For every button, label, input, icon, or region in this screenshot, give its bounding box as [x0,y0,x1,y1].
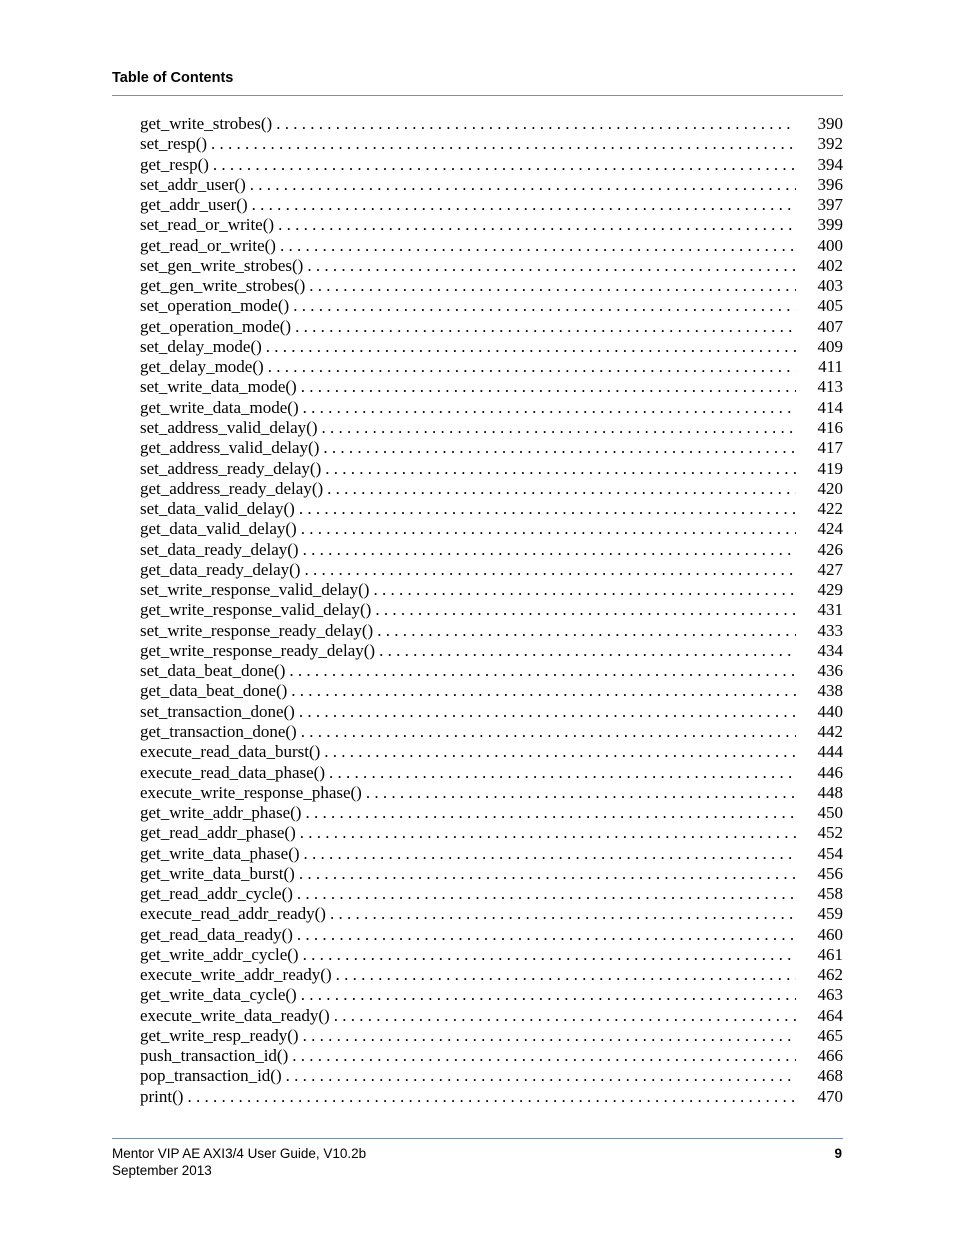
toc-entry-label: get_address_valid_delay() [140,438,320,458]
toc-entry-page: 461 [817,944,843,964]
toc-entry-label: get_write_data_phase() [140,843,300,863]
toc-entry-page: 422 [817,499,843,519]
toc-leader-dots [301,519,796,539]
toc-leader-dots [366,783,796,803]
toc-entry-label: get_address_ready_delay() [140,478,324,498]
toc-leader-dots [304,560,796,580]
toc-entry-label: set_write_response_valid_delay() [140,580,370,600]
toc-entry[interactable] [140,783,843,803]
toc-entry[interactable] [140,1066,843,1086]
toc-leader-dots [309,276,796,296]
toc-entry[interactable] [140,317,843,337]
footer-rule [112,1138,843,1139]
toc-entry-label: get_data_ready_delay() [140,559,301,579]
toc-entry[interactable] [140,134,843,154]
toc-leader-dots [300,823,796,843]
toc-entry[interactable] [140,236,843,256]
toc-entry-label: execute_read_data_burst() [140,742,321,762]
toc-entry[interactable] [140,722,843,742]
toc-entry-label: get_write_addr_cycle() [140,944,299,964]
toc-entry[interactable] [140,742,843,762]
toc-entry[interactable] [140,702,843,722]
toc-entry[interactable] [140,560,843,580]
toc-entry[interactable] [140,945,843,965]
toc-entry-label: set_delay_mode() [140,336,262,356]
toc-entry[interactable] [140,763,843,783]
toc-entry[interactable] [140,1087,843,1107]
toc-leader-dots [303,945,796,965]
toc-entry-page: 436 [817,661,843,681]
footer-date: September 2013 [112,1163,212,1178]
toc-entry[interactable] [140,357,843,377]
toc-entry-page: 396 [817,174,843,194]
toc-entry[interactable] [140,459,843,479]
toc-entry-label: push_transaction_id() [140,1046,289,1066]
toc-entry-page: 470 [817,1086,843,1106]
toc-entry[interactable] [140,1026,843,1046]
toc-entry-page: 409 [817,336,843,356]
toc-entry-page: 458 [817,884,843,904]
toc-leader-dots [211,134,796,154]
toc-entry-label: get_write_addr_phase() [140,803,302,823]
toc-entry-label: get_write_response_ready_delay() [140,640,376,660]
toc-entry[interactable] [140,884,843,904]
toc-entry-label: set_addr_user() [140,174,246,194]
toc-entry-page: 407 [817,316,843,336]
toc-leader-dots [301,985,796,1005]
toc-leader-dots [299,864,796,884]
toc-leader-dots [278,215,796,235]
toc-entry[interactable] [140,195,843,215]
toc-entry-page: 446 [817,762,843,782]
toc-entry-page: 433 [817,620,843,640]
toc-entry-page: 424 [817,519,843,539]
toc-entry-page: 452 [817,823,843,843]
footer-page-number: 9 [834,1146,842,1161]
toc-entry-label: set_data_ready_delay() [140,539,299,559]
toc-entry-label: get_operation_mode() [140,316,292,336]
toc-entry-label: set_data_valid_delay() [140,499,295,519]
toc-entry-label: get_write_data_mode() [140,397,299,417]
toc-leader-dots [305,803,796,823]
toc-leader-dots [297,884,796,904]
toc-entry[interactable] [140,155,843,175]
toc-leader-dots [324,742,796,762]
toc-entry[interactable] [140,621,843,641]
toc-entry-page: 429 [817,580,843,600]
footer-info [112,1145,366,1179]
toc-leader-dots [252,195,796,215]
toc-leader-dots [325,459,796,479]
toc-entry-page: 427 [817,559,843,579]
toc-entry[interactable] [140,398,843,418]
toc-leader-dots [375,600,796,620]
toc-entry-page: 431 [817,600,843,620]
toc-entry-page: 394 [817,154,843,174]
toc-entry-page: 400 [817,235,843,255]
toc-entry[interactable] [140,519,843,539]
toc-entry-label: get_delay_mode() [140,357,264,377]
toc-entry-page: 402 [817,255,843,275]
toc-entry-page: 456 [817,863,843,883]
toc-entry[interactable] [140,1006,843,1026]
toc-entry-page: 420 [817,478,843,498]
toc-entry-page: 399 [817,215,843,235]
footer-doc-title: Mentor VIP AE AXI3/4 User Guide, V10.2b [112,1146,367,1161]
toc-entry-page: 419 [817,458,843,478]
header-title: Table of Contents [112,70,234,86]
toc-entry[interactable] [140,114,843,134]
toc-leader-dots [291,681,796,701]
toc-entry-label: execute_write_data_ready() [140,1005,330,1025]
toc-entry-label: set_operation_mode() [140,296,290,316]
toc-leader-dots [187,1087,796,1107]
toc-entry[interactable] [140,296,843,316]
toc-leader-dots [213,155,796,175]
toc-entry[interactable] [140,479,843,499]
toc-leader-dots [373,580,796,600]
toc-entry-page: 405 [817,296,843,316]
toc-entry-label: get_addr_user() [140,195,248,215]
toc-entry[interactable] [140,661,843,681]
toc-leader-dots [322,418,797,438]
toc-leader-dots [293,296,796,316]
toc-leader-dots [292,1046,796,1066]
toc-leader-dots [250,175,796,195]
toc-entry[interactable] [140,175,843,195]
toc-entry-page: 442 [817,721,843,741]
toc-entry-page: 444 [817,742,843,762]
toc-entry-label: set_write_data_mode() [140,377,297,397]
toc-entry-page: 414 [817,397,843,417]
toc-leader-dots [297,925,796,945]
toc-entry-page: 460 [817,924,843,944]
toc-entry[interactable] [140,438,843,458]
toc-leader-dots [323,438,796,458]
toc-list [140,114,843,1107]
toc-entry-label: get_data_valid_delay() [140,519,297,539]
toc-leader-dots [379,641,796,661]
toc-entry[interactable] [140,985,843,1005]
toc-entry[interactable] [140,681,843,701]
toc-leader-dots [303,398,796,418]
toc-entry-page: 468 [817,1066,843,1086]
toc-entry-label: set_read_or_write() [140,215,275,235]
toc-entry-page: 416 [817,417,843,437]
toc-entry-page: 450 [817,803,843,823]
toc-leader-dots [301,722,796,742]
toc-entry-label: get_write_data_cycle() [140,985,297,1005]
toc-leader-dots [304,844,796,864]
toc-entry-page: 413 [817,377,843,397]
toc-leader-dots [303,1026,796,1046]
toc-entry-label: get_data_beat_done() [140,681,288,701]
toc-leader-dots [330,904,796,924]
toc-entry-page: 464 [817,1005,843,1025]
toc-entry-label: get_write_resp_ready() [140,1025,299,1045]
toc-entry[interactable] [140,904,843,924]
toc-leader-dots [307,256,796,276]
toc-entry-page: 466 [817,1046,843,1066]
toc-entry[interactable] [140,641,843,661]
toc-entry-label: get_transaction_done() [140,721,297,741]
toc-entry-page: 417 [817,438,843,458]
toc-entry-page: 411 [818,357,843,377]
header-rule [112,95,843,96]
toc-entry-page: 462 [817,965,843,985]
toc-entry[interactable] [140,965,843,985]
toc-entry[interactable] [140,377,843,397]
toc-leader-dots [334,1006,796,1026]
toc-entry-page: 390 [817,114,843,133]
toc-entry-page: 438 [817,681,843,701]
toc-entry-label: get_read_addr_phase() [140,823,296,843]
toc-entry-label: get_write_data_burst() [140,863,295,883]
toc-entry-label: get_read_addr_cycle() [140,884,293,904]
toc-leader-dots [295,317,796,337]
toc-entry[interactable] [140,925,843,945]
toc-entry-label: execute_write_response_phase() [140,782,362,802]
toc-entry[interactable] [140,1046,843,1066]
toc-entry-page: 434 [817,640,843,660]
toc-leader-dots [327,479,796,499]
toc-entry[interactable] [140,864,843,884]
toc-entry-label: set_write_response_ready_delay() [140,620,374,640]
toc-entry-page: 463 [817,985,843,1005]
toc-entry-page: 459 [817,904,843,924]
toc-leader-dots [268,357,796,377]
toc-entry[interactable] [140,276,843,296]
toc-entry-page: 448 [817,782,843,802]
toc-entry[interactable] [140,215,843,235]
toc-entry-label: get_read_data_ready() [140,924,293,944]
toc-entry-label: get_write_strobes() [140,114,273,133]
toc-entry[interactable] [140,337,843,357]
toc-entry-page: 426 [817,539,843,559]
toc-entry[interactable] [140,540,843,560]
toc-entry-label: execute_read_data_phase() [140,762,325,782]
toc-entry[interactable] [140,600,843,620]
toc-entry[interactable] [140,256,843,276]
toc-entry-label: set_address_valid_delay() [140,417,318,437]
toc-leader-dots [336,965,796,985]
toc-entry[interactable] [140,823,843,843]
toc-leader-dots [286,1066,796,1086]
toc-entry-page: 403 [817,276,843,296]
toc-entry[interactable] [140,803,843,823]
toc-entry-page: 440 [817,701,843,721]
toc-entry-label: set_address_ready_delay() [140,458,322,478]
toc-leader-dots [299,702,796,722]
toc-leader-dots [276,114,796,134]
toc-entry-page: 465 [817,1025,843,1045]
toc-entry-label: execute_write_addr_ready() [140,965,332,985]
toc-leader-dots [266,337,796,357]
toc-entry-label: execute_read_addr_ready() [140,904,326,924]
toc-entry-page: 454 [817,843,843,863]
toc-entry-label: set_gen_write_strobes() [140,255,304,275]
toc-entry-label: get_read_or_write() [140,235,276,255]
toc-leader-dots [289,661,796,681]
toc-entry-label: set_data_beat_done() [140,661,286,681]
toc-leader-dots [299,499,796,519]
toc-entry[interactable] [140,580,843,600]
toc-entry-label: get_gen_write_strobes() [140,276,306,296]
toc-entry[interactable] [140,844,843,864]
toc-entry-label: get_write_response_valid_delay() [140,600,372,620]
toc-leader-dots [280,236,796,256]
toc-entry-label: get_resp() [140,154,209,174]
toc-entry[interactable] [140,418,843,438]
toc-leader-dots [329,763,796,783]
toc-entry-label: print() [140,1086,184,1106]
toc-entry-label: set_transaction_done() [140,701,295,721]
toc-entry-page: 397 [817,195,843,215]
toc-entry-label: set_resp() [140,134,208,154]
toc-entry[interactable] [140,499,843,519]
toc-entry-page: 392 [817,134,843,154]
toc-entry-label: pop_transaction_id() [140,1066,282,1086]
toc-leader-dots [377,621,796,641]
toc-leader-dots [301,377,796,397]
toc-leader-dots [303,540,796,560]
